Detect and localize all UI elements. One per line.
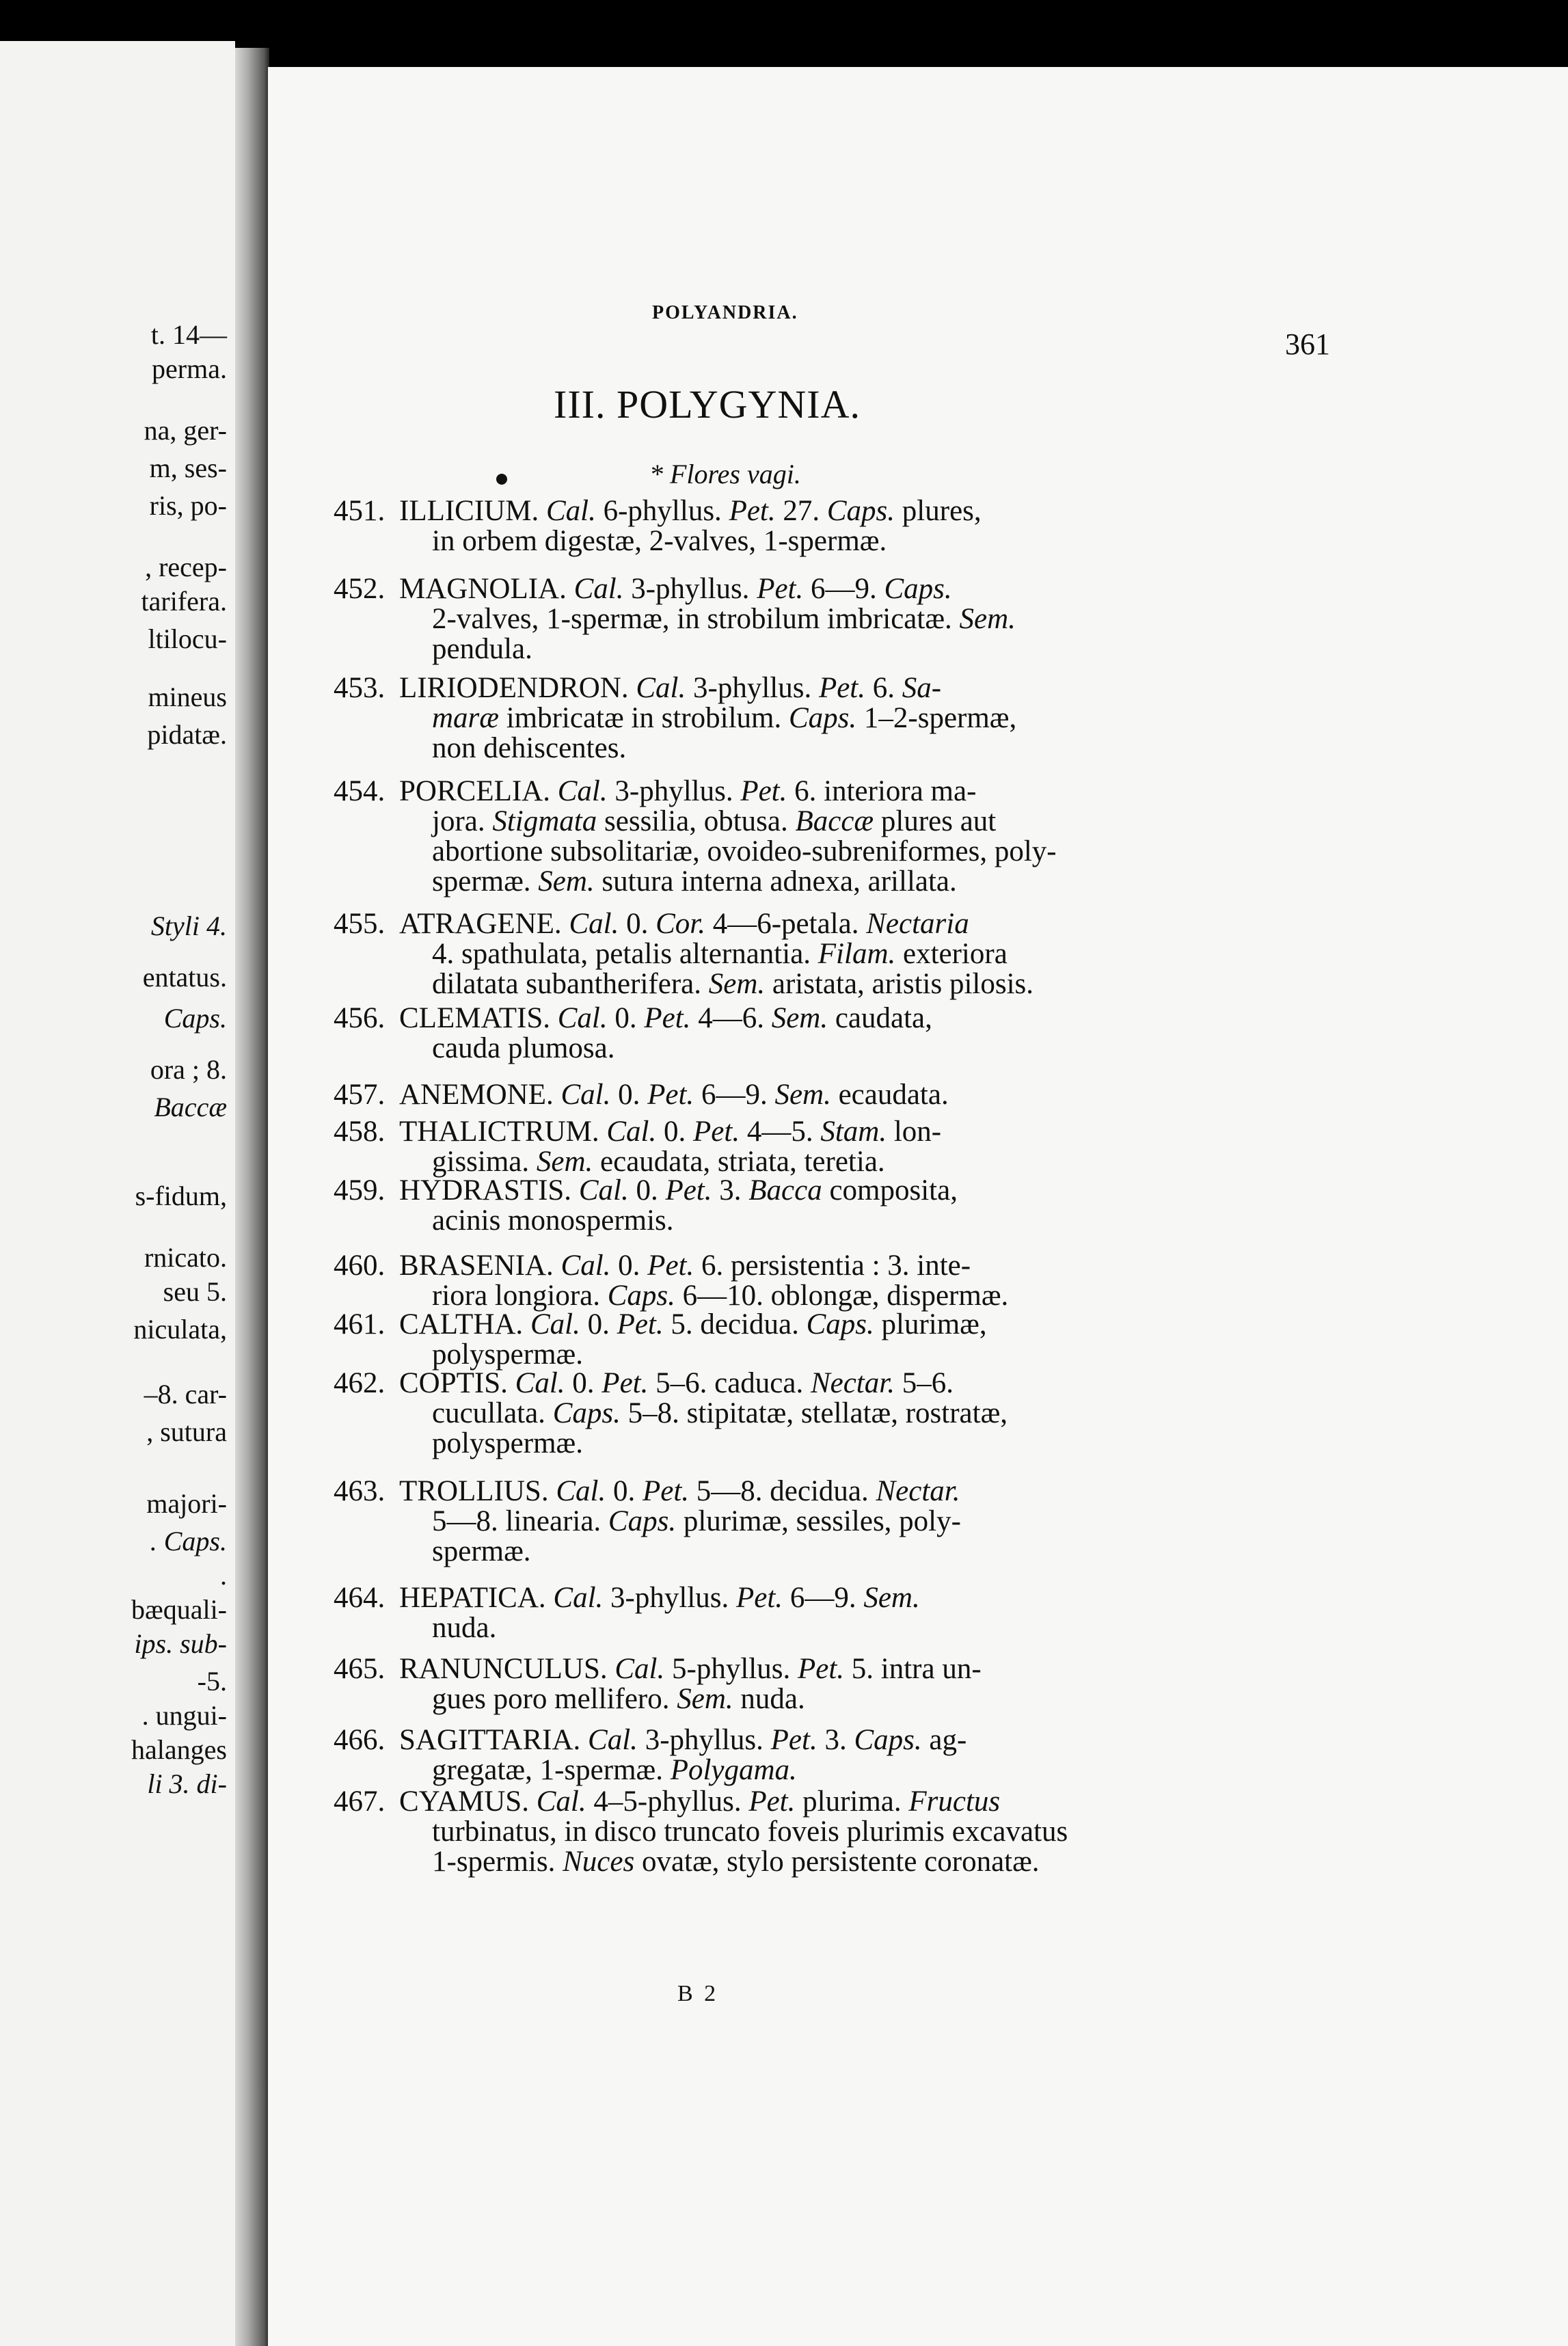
entry-text-run: dilatata subantherifera. — [432, 968, 709, 1000]
entry-text-run: 6—9. — [694, 1079, 775, 1111]
entry-text-run: Cal. — [515, 1367, 565, 1399]
entry-text-run: Sem. — [538, 865, 595, 898]
entry-line — [432, 1147, 885, 1176]
left-page-text-fragment: s-fidum, — [135, 1181, 227, 1211]
entry-number: 466. — [334, 1724, 386, 1756]
entry-number: 465. — [334, 1653, 386, 1685]
entry-text-run: nuda. — [733, 1683, 805, 1715]
entry-text-run: Caps. — [608, 1505, 677, 1537]
left-page-text-fragment: , sutura — [146, 1416, 227, 1447]
entry-number: 454. — [334, 775, 386, 807]
entry-line — [399, 1310, 987, 1339]
left-page-text-fragment: rnicato. — [144, 1242, 227, 1273]
left-page-text-fragment: Caps. — [163, 1003, 227, 1034]
entry-text-run: plurimæ, sessiles, poly- — [676, 1505, 961, 1537]
entry-text-run: 0. — [619, 908, 656, 940]
entry-text-run: maræ — [432, 702, 499, 734]
left-page-text-fragment: ris, po- — [149, 490, 227, 521]
entry-text-run: Caps. — [788, 702, 857, 734]
left-page-text-fragment: m, ses- — [149, 453, 227, 483]
entry-line — [432, 604, 1016, 634]
left-page-text-fragment: mineus — [148, 682, 227, 712]
entry-text-run: 4—5. — [740, 1116, 821, 1148]
section-title: III. POLYGYNIA. — [554, 382, 861, 427]
entry-text-run: Bacca — [748, 1174, 822, 1206]
entry-text-run: 0. — [610, 1250, 648, 1282]
entry-number: 456. — [334, 1002, 386, 1034]
entry-line — [432, 634, 532, 664]
entry-text-run: imbricatæ in strobilum. — [498, 702, 789, 734]
entry-text-run: 6. interiora ma- — [787, 775, 977, 807]
entry-text-run: Cal. — [553, 1582, 604, 1614]
entry-line — [432, 1429, 583, 1458]
entry-line — [432, 1281, 1008, 1310]
entry-text-run: Cal. — [588, 1724, 638, 1756]
entry-number: 464. — [334, 1582, 386, 1614]
entry-text-run: Cal. — [569, 908, 619, 940]
entry-text-run: 3. — [817, 1724, 854, 1756]
entry-text-run: polyspermæ. — [432, 1427, 583, 1459]
entry-text-run: Cal. — [545, 495, 596, 527]
entry-text-run: Sem. — [771, 1002, 828, 1034]
entry-text-run: Nuces — [563, 1846, 635, 1878]
entry-text-run: 1–2-spermæ, — [856, 702, 1017, 734]
left-page-fragment — [0, 41, 235, 2346]
entry-text-run: composita, — [822, 1174, 958, 1206]
entry-text-run: Cal. — [606, 1116, 657, 1148]
entry-text-run: Caps. — [854, 1724, 922, 1756]
entry-text-run: Cal. — [636, 672, 686, 704]
entry-text-run: CALTHA. — [399, 1308, 530, 1340]
entry-text-run: 6—9. — [803, 573, 884, 605]
entry-number: 455. — [334, 908, 386, 940]
entry-text-run: plures, — [895, 495, 982, 527]
left-page-text-fragment: -5. — [197, 1666, 227, 1697]
entry-text-run: HEPATICA. — [399, 1582, 554, 1614]
entry-text-run: 0. — [565, 1367, 602, 1399]
entry-text-run: Pet. — [693, 1116, 740, 1148]
entry-text-run: 0. — [580, 1308, 617, 1340]
entry-text-run: Pet. — [647, 1079, 694, 1111]
left-page-text-fragment: t. 14— — [150, 319, 227, 350]
entry-text-run: ecaudata. — [830, 1079, 949, 1111]
entry-line — [432, 1340, 583, 1369]
entry-text-run: 3-phyllus. — [686, 672, 819, 704]
entry-text-run: 0. — [607, 1002, 645, 1034]
entry-line — [399, 1583, 920, 1613]
entry-line — [432, 703, 1016, 733]
entry-line — [399, 909, 969, 939]
left-page-text-fragment: seu 5. — [163, 1276, 227, 1307]
entry-text-run: Pet. — [601, 1367, 649, 1399]
left-page-text-fragment: halanges — [131, 1734, 227, 1765]
entry-text-run: Caps. — [806, 1308, 874, 1340]
entry-text-run: Polygama. — [670, 1754, 797, 1786]
left-page-text-fragment: . ungui- — [141, 1700, 227, 1731]
entry-text-run: nuda. — [432, 1612, 497, 1644]
entry-text-run: Fructus — [908, 1785, 1001, 1818]
entry-text-run: Sa- — [902, 672, 942, 704]
entry-text-run: Cal. — [578, 1174, 629, 1206]
left-page-text-fragment: Baccæ — [154, 1092, 227, 1122]
entry-text-run: gregatæ, 1-spermæ. — [432, 1754, 671, 1786]
entry-text-run: 4—6. — [690, 1002, 772, 1034]
entry-number: 459. — [334, 1174, 386, 1206]
left-page-text-fragment: –8. car- — [144, 1379, 227, 1410]
entry-line — [432, 1817, 1068, 1846]
entry-text-run: Cal. — [536, 1785, 586, 1818]
entry-text-run: jora. — [432, 805, 493, 837]
left-page-text-fragment: majori- — [146, 1488, 227, 1519]
entry-text-run: plures aut — [874, 805, 997, 837]
entry-line — [432, 1847, 1040, 1876]
entry-text-run: ILLICIUM. — [399, 495, 546, 527]
entry-text-run: Pet. — [797, 1653, 845, 1685]
left-page-text-fragment: perma. — [152, 353, 227, 384]
entry-text-run: Pet. — [647, 1250, 694, 1282]
entry-number: 451. — [334, 495, 386, 527]
entry-text-run: Cal. — [556, 1475, 606, 1507]
entry-text-run: Pet. — [757, 573, 804, 605]
entry-text-run: 3. — [712, 1174, 749, 1206]
entry-line — [432, 837, 1057, 866]
entry-text-run: 5–6. — [894, 1367, 954, 1399]
entry-text-run: Caps. — [552, 1397, 621, 1429]
entry-text-run: Caps. — [607, 1280, 675, 1312]
entry-text-run: ovatæ, stylo persistente coronatæ. — [634, 1846, 1040, 1878]
entry-text-run: Sem. — [959, 603, 1016, 635]
left-page-text-fragment: pidatæ. — [147, 719, 227, 750]
entry-text-run: 0. — [606, 1475, 643, 1507]
left-page-text-fragment: . Caps. — [150, 1526, 227, 1556]
entry-line — [432, 1755, 797, 1785]
entry-line — [399, 1176, 958, 1205]
entry-text-run: 5. decidua. — [663, 1308, 807, 1340]
entry-line — [399, 574, 952, 604]
entry-line — [432, 867, 957, 896]
left-page-text-fragment: tarifera. — [141, 586, 227, 617]
entry-text-run: Pet. — [740, 775, 787, 807]
entry-text-run: 6. persistentia : 3. inte- — [694, 1250, 971, 1282]
entry-text-run: Pet. — [748, 1785, 796, 1818]
entry-number: 463. — [334, 1475, 386, 1507]
entry-text-run: CLEMATIS. — [399, 1002, 558, 1034]
book-gutter — [235, 48, 269, 2346]
entry-number: 467. — [334, 1785, 386, 1818]
entry-text-run: 4—6-petala. — [705, 908, 867, 940]
entry-text-run: ATRAGENE. — [399, 908, 569, 940]
entry-text-run: Stam. — [820, 1116, 887, 1148]
entry-text-run: Pet. — [665, 1174, 712, 1206]
bullet-dot-icon — [496, 474, 507, 485]
entry-text-run: LIRIODENDRON. — [399, 672, 636, 704]
entry-text-run: cucullata. — [432, 1397, 553, 1429]
entry-line — [432, 939, 1008, 969]
entry-text-run: 5. intra un- — [844, 1653, 982, 1685]
entry-line — [399, 1725, 967, 1755]
entry-text-run: Baccæ — [795, 805, 874, 837]
entry-text-run: Nectar. — [810, 1367, 895, 1399]
left-page-text-fragment: ora ; 8. — [150, 1054, 227, 1085]
entry-text-run: Sem. — [863, 1582, 920, 1614]
entry-text-run: 6—10. oblongæ, dispermæ. — [675, 1280, 1009, 1312]
entry-text-run: gissima. — [432, 1146, 537, 1178]
entry-line — [399, 1787, 1000, 1816]
left-page-text-fragment: Styli 4. — [150, 911, 227, 941]
entry-text-run: aristata, aristis pilosis. — [765, 968, 1034, 1000]
entry-line — [399, 673, 941, 703]
entry-number: 457. — [334, 1079, 386, 1111]
entry-line — [432, 1537, 531, 1566]
entry-text-run: PORCELIA. — [399, 775, 558, 807]
page-number: 361 — [1285, 327, 1330, 361]
entry-text-run: Pet. — [818, 672, 866, 704]
entry-text-run: caudata, — [828, 1002, 932, 1034]
entry-text-run: Nectaria — [866, 908, 969, 940]
entry-line — [432, 969, 1033, 999]
entry-text-run: 3-phyllus. — [603, 1582, 736, 1614]
entry-text-run: spermæ. — [432, 1535, 531, 1567]
entry-line — [399, 1003, 932, 1033]
entry-text-run: Caps. — [826, 495, 895, 527]
entry-text-run: Sem. — [708, 968, 766, 1000]
entry-number: 462. — [334, 1367, 386, 1399]
entry-text-run: 5-phyllus. — [664, 1653, 798, 1685]
entry-text-run: 6—9. — [783, 1582, 864, 1614]
entry-text-run: 5—8. decidua. — [689, 1475, 876, 1507]
entry-line — [432, 807, 996, 836]
entry-text-run: MAGNOLIA. — [399, 573, 574, 605]
entry-line — [399, 1251, 971, 1280]
entry-text-run: 6. — [865, 672, 902, 704]
entry-text-run: spermæ. — [432, 865, 539, 898]
entry-text-run: 27. — [775, 495, 827, 527]
entry-text-run: Cal. — [557, 1002, 608, 1034]
entry-line — [432, 1507, 961, 1536]
right-page — [268, 67, 1568, 2346]
entry-text-run: Sem. — [677, 1683, 733, 1715]
entry-number: 460. — [334, 1250, 386, 1282]
entry-text-run: BRASENIA. — [399, 1250, 561, 1282]
entry-line — [399, 777, 976, 806]
left-page-text-fragment: , recep- — [145, 552, 227, 582]
entry-text-run: 3-phyllus. — [623, 573, 757, 605]
entry-text-run: plurima. — [795, 1785, 909, 1818]
entry-line — [432, 1613, 496, 1643]
entry-text-run: SAGITTARIA. — [399, 1724, 589, 1756]
entry-line — [432, 1034, 614, 1063]
entry-text-run: Pet. — [642, 1475, 690, 1507]
entry-line — [432, 1206, 674, 1235]
entry-text-run: Cal. — [560, 1079, 611, 1111]
entry-text-run: 5—8. linearia. — [432, 1505, 608, 1537]
entry-text-run: Cor. — [655, 908, 705, 940]
left-page-text-fragment: ips. sub- — [134, 1628, 227, 1659]
entry-number: 452. — [334, 573, 386, 605]
signature-mark: B 2 — [677, 1981, 719, 2006]
entry-text-run: 6-phyllus. — [595, 495, 729, 527]
entry-line — [432, 733, 626, 763]
entry-text-run: Pet. — [617, 1308, 664, 1340]
entry-text-run: Cal. — [614, 1653, 665, 1685]
entry-line — [399, 1477, 960, 1506]
entry-text-run: turbinatus, in disco truncato foveis plurimis excavatus — [432, 1816, 1068, 1848]
entry-text-run: 0. — [628, 1174, 666, 1206]
left-page-text-fragment: na, ger- — [144, 415, 227, 446]
left-page-text-fragment: bæquali- — [131, 1594, 227, 1625]
entry-text-run: in orbem digestæ, 2-valves, 1-spermæ. — [432, 525, 887, 557]
entry-text-run: non dehiscentes. — [432, 732, 627, 764]
left-page-text-fragment: ltilocu- — [148, 623, 227, 654]
entry-text-run: Nectar. — [876, 1475, 960, 1507]
entry-text-run: TROLLIUS. — [399, 1475, 556, 1507]
entry-text-run: Sem. — [536, 1146, 593, 1178]
entry-text-run: Cal. — [573, 573, 624, 605]
entry-line — [432, 1684, 805, 1714]
entry-text-run: cauda plumosa. — [432, 1032, 615, 1064]
entry-text-run: Pet. — [729, 495, 776, 527]
entry-text-run: ANEMONE. — [399, 1079, 561, 1111]
entry-line — [399, 1080, 949, 1109]
entry-text-run: Sem. — [774, 1079, 831, 1111]
entry-number: 458. — [334, 1116, 386, 1148]
entry-text-run: gues poro mellifero. — [432, 1683, 677, 1715]
entry-text-run: 5–8. stipitatæ, stellatæ, rostratæ, — [620, 1397, 1008, 1429]
entry-text-run: 4. spathulata, petalis alternantia. — [432, 938, 818, 970]
entry-text-run: sutura interna adnexa, arillata. — [594, 865, 957, 898]
left-page-text-fragment: . — [220, 1560, 227, 1591]
entry-text-run: RANUNCULUS. — [399, 1653, 615, 1685]
entry-text-run: lon- — [887, 1116, 942, 1148]
entry-text-run: 0. — [610, 1079, 648, 1111]
entry-text-run: Cal. — [557, 775, 608, 807]
entry-text-run: ag- — [921, 1724, 967, 1756]
entry-text-run: HYDRASTIS. — [399, 1174, 579, 1206]
entry-text-run: acinis monospermis. — [432, 1204, 674, 1237]
entry-text-run: Pet. — [770, 1724, 817, 1756]
entry-text-run: Cal. — [530, 1308, 580, 1340]
left-page-text-fragment: li 3. di- — [147, 1768, 227, 1799]
entry-text-run: exteriora — [895, 938, 1008, 970]
entry-text-run: Pet. — [736, 1582, 783, 1614]
entry-line — [432, 526, 887, 556]
entry-number: 453. — [334, 672, 386, 704]
left-page-text-fragment: niculata, — [133, 1314, 227, 1345]
subheading: * Flores vagi. — [649, 459, 801, 489]
entry-line — [399, 1368, 954, 1398]
entry-text-run: Cal. — [560, 1250, 611, 1282]
left-page-text-fragment: entatus. — [142, 962, 227, 993]
entry-line — [399, 496, 982, 526]
entry-text-run: 3-phyllus. — [637, 1724, 771, 1756]
entry-text-run: 3-phyllus. — [607, 775, 741, 807]
entry-line — [432, 1399, 1008, 1428]
entry-text-run: 4–5-phyllus. — [586, 1785, 749, 1818]
entry-text-run: sessilia, obtusa. — [597, 805, 796, 837]
entry-number: 461. — [334, 1308, 386, 1340]
entry-text-run: 2-valves, 1-spermæ, in strobilum imbricatæ. — [432, 603, 960, 635]
entry-text-run: polyspermæ. — [432, 1338, 583, 1371]
entry-line — [399, 1654, 982, 1684]
entry-text-run: ecaudata, striata, teretia. — [593, 1146, 885, 1178]
entry-line — [399, 1117, 941, 1146]
entry-text-run: 0. — [656, 1116, 694, 1148]
entry-text-run: Caps. — [884, 573, 952, 605]
entry-text-run: Filam. — [817, 938, 896, 970]
entry-text-run: abortione subsolitariæ, ovoideo-subreniformes, poly- — [432, 835, 1057, 867]
entry-text-run: 5–6. caduca. — [648, 1367, 811, 1399]
entry-text-run: plurimæ, — [874, 1308, 987, 1340]
entry-text-run: 1-spermis. — [432, 1846, 563, 1878]
entry-text-run: Stigmata — [492, 805, 597, 837]
running-head: POLYANDRIA. — [652, 302, 798, 323]
entry-text-run: riora longiora. — [432, 1280, 608, 1312]
entry-text-run: COPTIS. — [399, 1367, 515, 1399]
entry-text-run: CYAMUS. — [399, 1785, 537, 1818]
entry-text-run: pendula. — [432, 633, 532, 665]
entry-text-run: THALICTRUM. — [399, 1116, 607, 1148]
entry-text-run: Pet. — [644, 1002, 691, 1034]
